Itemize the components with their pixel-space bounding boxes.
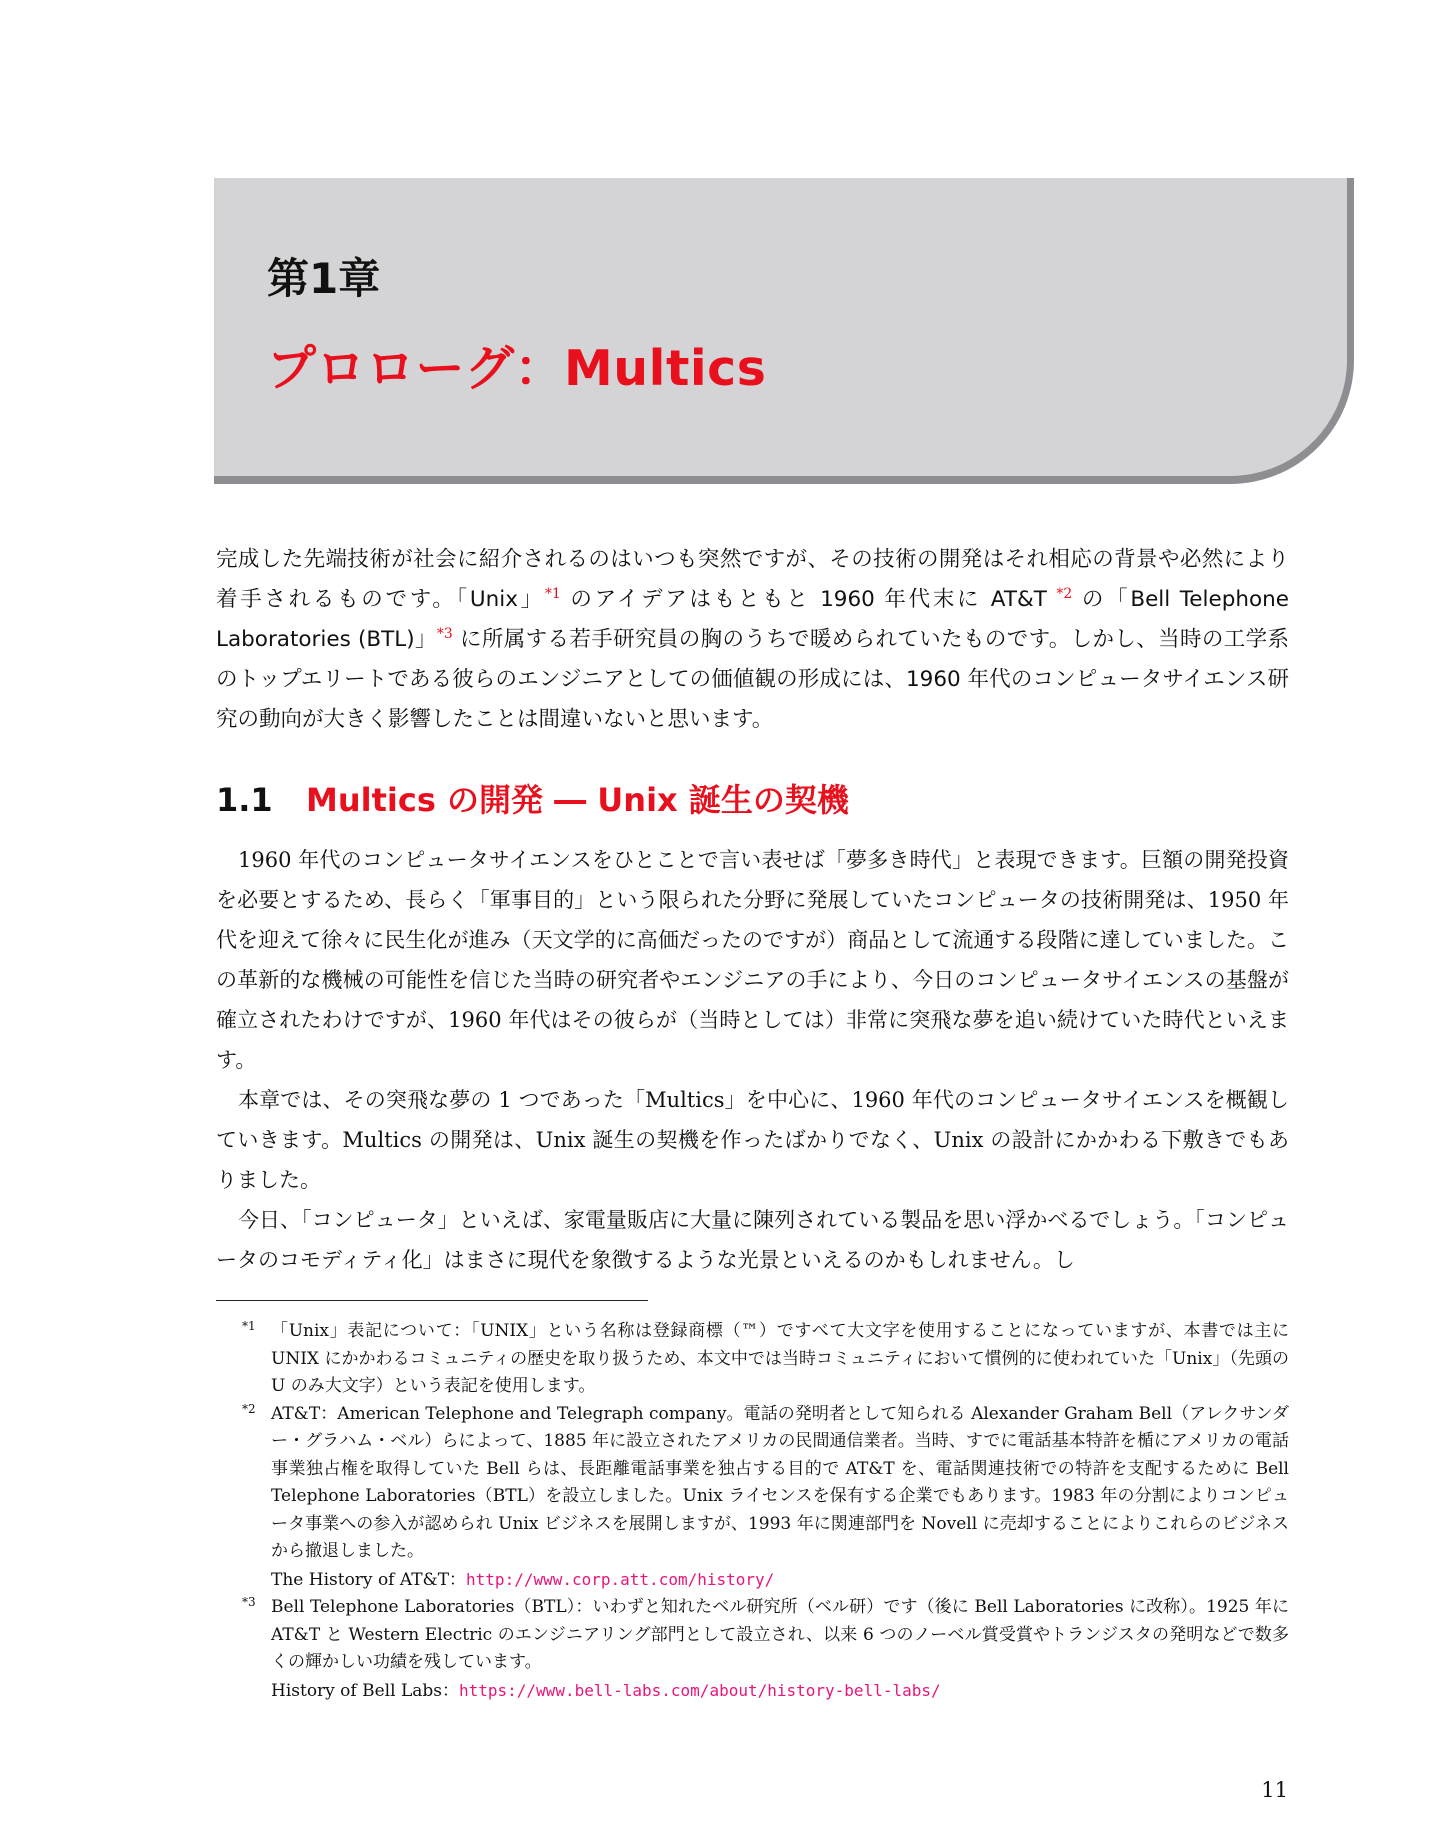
footnotes — [216, 1318, 1289, 1705]
body-paragraph: 1960 年代のコンピュータサイエンスをひとことで言い表せば「夢多き時代」と表現できます。巨額の開発投資を必要とするため、長らく「軍事目的」という限られた分野に発展していたコンピュータの技術開発は、1950 年代を迎えて徐々に民生化が進み（天文学的に高価だったのですが）商品として流通する段階に達していました。この革新的な機械の可能性を信じた当時の研究者やエンジニアの手により、今日のコンピュータサイエンスの基盤が確立されたわけですが、1960 年代はその彼らが（当時としては）非常に突飛な夢を追い続けていた時代といえます。 — [216, 848, 1289, 1072]
footnote-text: Bell Telephone Laboratories（BTL）：いわずと知れたベル研究所（ベル研）です（後に Bell Laboratories に改称）。1925 年に AT&T と Western Electric のエンジニアリング部門として設立され、以来 6 つのノーベル賞受賞やトランジスタの発明などで数多くの輝かしい功績を残しています。 — [271, 1597, 1289, 1672]
section-heading — [216, 775, 849, 821]
footnote-2 — [216, 1401, 1289, 1595]
page-number: 11 — [1261, 1778, 1288, 1802]
footnote-mark: *1 — [242, 1319, 256, 1333]
footnote-text: AT&T：American Telephone and Telegraph company。電話の発明者として知られる Alexander Graham Bell（アレクサンダー・グラハム・ベル）らによって、1885 年に設立されたアメリカの民間通信業者。当時、すでに電話基本特許を楯にアメリカの電話事業独占権を取得していた Bell らは、長距離電話事業を独占する目的で AT&T を、電話関連技術での特許を支配するために Bell Telephone Laboratories（BTL）を設立しました。Unix ライセンスを保有する企業でもあります。1983 年の分割によりコンピュータ事業への参入が認められ Unix ビジネスを展開しますが、1993 年に関連部門を Novell に売却することによりこれらのビジネスから撤退しました。 — [271, 1403, 1289, 1561]
intro-text: に所属する若手研究員の胸のうちで暖められていたものです。しかし、当時の工学系のトップエリートである彼らのエンジニアとしての価値観の形成には、1960 年代のコンピュータサイエンス研究の動向が大きく影響したことは間違いないと思います。 — [216, 627, 1289, 732]
footnote-3 — [216, 1594, 1289, 1705]
chapter-header-box — [214, 178, 1354, 484]
footnote-text: 「Unix」表記について：「UNIX」という名称は登録商標（™）ですべて大文字を使用することになっていますが、本書では主に UNIX にかかわるコミュニティの歴史を取り扱うため、本文中では当時コミュニティにおいて慣例的に使われていた「Unix」（先頭の U のみ大文字）という表記を使用します。 — [271, 1321, 1289, 1396]
footnote-ref-1[interactable]: *1 — [544, 585, 561, 602]
intro-paragraph — [216, 540, 1289, 740]
bell-labs-history-link[interactable]: https://www.bell-labs.com/about/history-bell-labs/ — [458, 1680, 941, 1700]
intro-text: のアイデアはもともと 1960 年代末に AT&T — [560, 587, 1057, 612]
section-body — [216, 840, 1289, 1280]
section-title: Multics の開発 ― Unix 誕生の契機 — [306, 781, 849, 819]
footnote-mark: *2 — [242, 1401, 256, 1416]
footnote-ref-3[interactable]: *3 — [436, 625, 453, 642]
footnote-divider — [216, 1300, 648, 1301]
footnote-ref-2[interactable]: *2 — [1056, 585, 1073, 602]
body-paragraph: 今日、「コンピュータ」といえば、家電量販店に大量に陳列されている製品を思い浮かべるでしょう。「コンピュータのコモディティ化」はまさに現代を象徴するような光景といえるのかもしれません。し — [216, 1208, 1289, 1272]
footnote-link-line — [271, 1566, 1289, 1595]
footnote-1 — [216, 1318, 1289, 1401]
footnote-link-label: The History of AT&T： — [271, 1569, 467, 1590]
chapter-title: プロローグ：Multics — [267, 340, 767, 397]
body-paragraph: 本章では、その突飛な夢の 1 つであった「Multics」を中心に、1960 年代のコンピュータサイエンスを概観していきます。Multics の開発は、Unix 誕生の契機を作ったばかりでなく、Unix の設計にかかわる下敷きでもありました。 — [216, 1088, 1289, 1192]
intro-text: の「Bell Telephone Laboratories (BTL)」 — [216, 587, 1289, 652]
footnote-link-label: History of Bell Labs： — [271, 1680, 459, 1701]
footnote-link-line — [271, 1677, 1289, 1706]
footnote-mark: *3 — [242, 1595, 256, 1609]
intro-text: 完成した先端技術が社会に紹介されるのはいつも突然ですが、その技術の開発はそれ相応の背景や必然により着手されるものです。「Unix」 — [216, 547, 1289, 612]
att-history-link[interactable]: http://www.corp.att.com/history/ — [466, 1569, 775, 1589]
section-number: 1.1 — [216, 781, 273, 819]
chapter-number: 第1章 — [267, 254, 381, 303]
